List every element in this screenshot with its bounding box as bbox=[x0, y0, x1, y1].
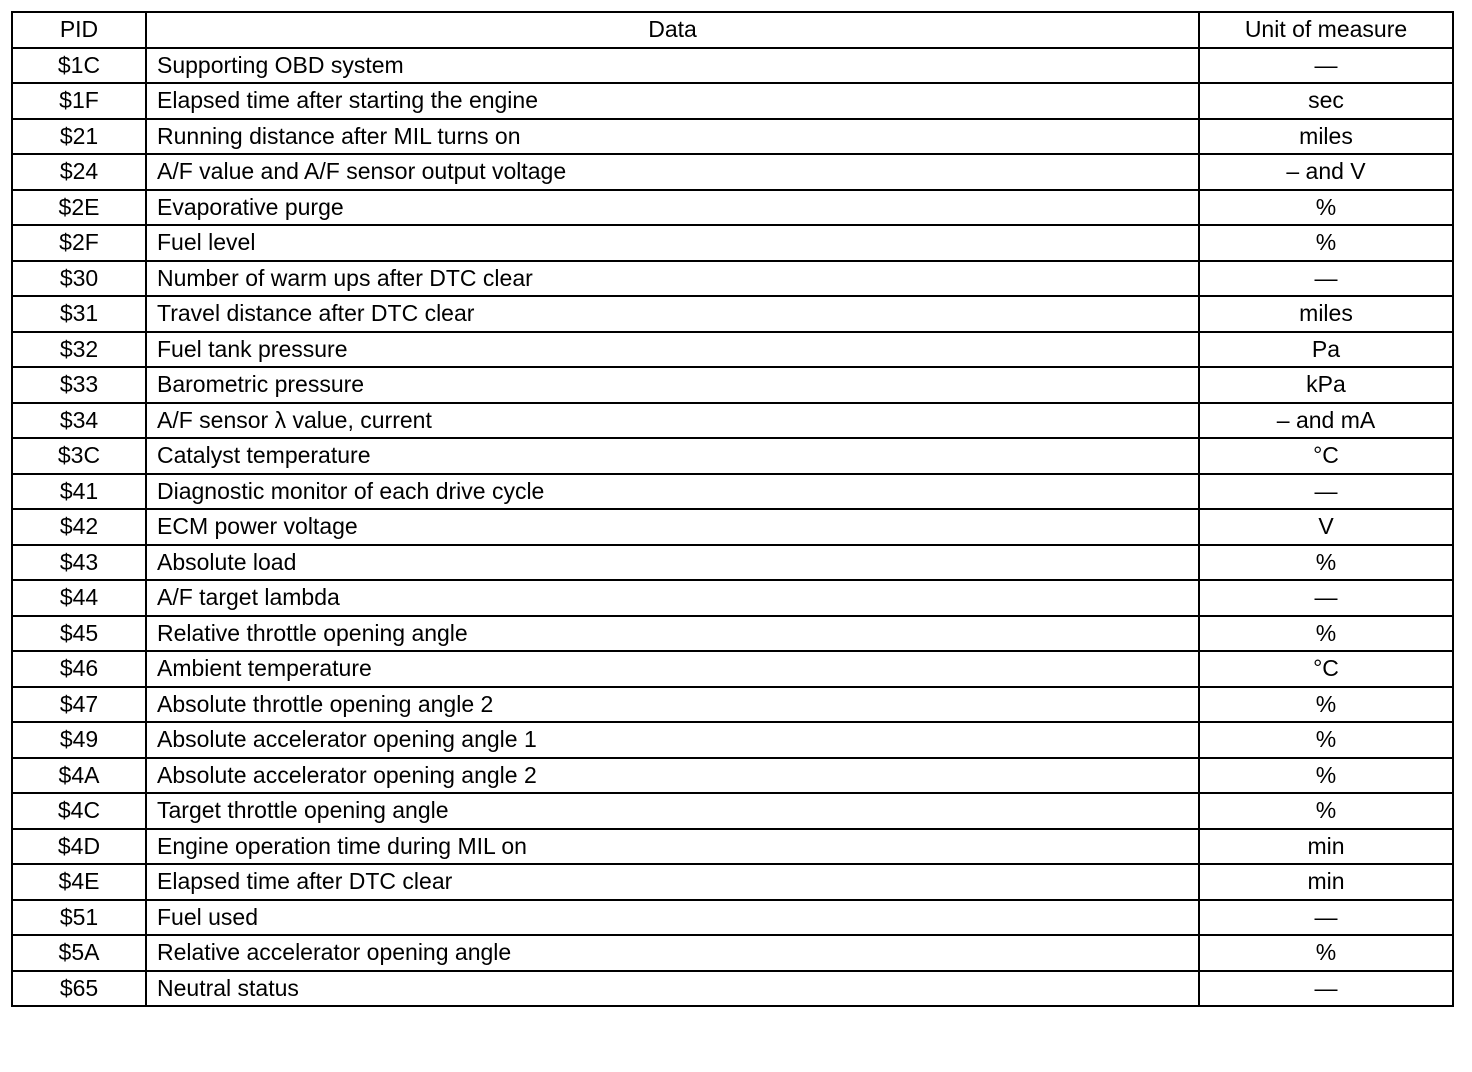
pid-cell: $1C bbox=[12, 48, 146, 84]
data-cell: Supporting OBD system bbox=[146, 48, 1199, 84]
data-cell: Engine operation time during MIL on bbox=[146, 829, 1199, 865]
table-row bbox=[12, 545, 1453, 581]
data-cell: Diagnostic monitor of each drive cycle bbox=[146, 474, 1199, 510]
table-row bbox=[12, 722, 1453, 758]
table-header bbox=[12, 12, 1453, 48]
unit-cell: Pa bbox=[1199, 332, 1453, 368]
unit-cell: min bbox=[1199, 829, 1453, 865]
data-cell: Absolute throttle opening angle 2 bbox=[146, 687, 1199, 723]
pid-cell: $21 bbox=[12, 119, 146, 155]
table-row bbox=[12, 616, 1453, 652]
data-cell: Number of warm ups after DTC clear bbox=[146, 261, 1199, 297]
data-cell: Evaporative purge bbox=[146, 190, 1199, 226]
data-cell: Neutral status bbox=[146, 971, 1199, 1007]
pid-cell: $33 bbox=[12, 367, 146, 403]
unit-cell: % bbox=[1199, 545, 1453, 581]
table-row bbox=[12, 474, 1453, 510]
pid-cell: $4A bbox=[12, 758, 146, 794]
unit-cell: – and V bbox=[1199, 154, 1453, 190]
data-cell: Running distance after MIL turns on bbox=[146, 119, 1199, 155]
table-row bbox=[12, 438, 1453, 474]
pid-cell: $34 bbox=[12, 403, 146, 439]
unit-cell: % bbox=[1199, 225, 1453, 261]
table-row bbox=[12, 48, 1453, 84]
unit-cell: % bbox=[1199, 616, 1453, 652]
header-row bbox=[12, 12, 1453, 48]
unit-cell: % bbox=[1199, 190, 1453, 226]
pid-cell: $65 bbox=[12, 971, 146, 1007]
unit-cell: miles bbox=[1199, 296, 1453, 332]
table-body bbox=[12, 48, 1453, 1007]
unit-cell: — bbox=[1199, 971, 1453, 1007]
table-row bbox=[12, 332, 1453, 368]
table-row bbox=[12, 154, 1453, 190]
unit-cell: % bbox=[1199, 935, 1453, 971]
table-row bbox=[12, 971, 1453, 1007]
unit-cell: % bbox=[1199, 687, 1453, 723]
data-cell: Fuel used bbox=[146, 900, 1199, 936]
unit-cell: °C bbox=[1199, 651, 1453, 687]
table-row bbox=[12, 261, 1453, 297]
table-row bbox=[12, 119, 1453, 155]
unit-cell: — bbox=[1199, 474, 1453, 510]
pid-cell: $47 bbox=[12, 687, 146, 723]
unit-cell: % bbox=[1199, 758, 1453, 794]
unit-cell: – and mA bbox=[1199, 403, 1453, 439]
data-cell: Barometric pressure bbox=[146, 367, 1199, 403]
data-cell: A/F target lambda bbox=[146, 580, 1199, 616]
pid-cell: $24 bbox=[12, 154, 146, 190]
data-cell: Elapsed time after DTC clear bbox=[146, 864, 1199, 900]
unit-cell: — bbox=[1199, 900, 1453, 936]
table-row bbox=[12, 687, 1453, 723]
data-cell: Relative accelerator opening angle bbox=[146, 935, 1199, 971]
pid-cell: $43 bbox=[12, 545, 146, 581]
data-cell: A/F value and A/F sensor output voltage bbox=[146, 154, 1199, 190]
data-cell: Fuel level bbox=[146, 225, 1199, 261]
unit-cell: — bbox=[1199, 48, 1453, 84]
header-unit: Unit of measure bbox=[1199, 12, 1453, 48]
table-row bbox=[12, 580, 1453, 616]
data-cell: Elapsed time after starting the engine bbox=[146, 83, 1199, 119]
pid-cell: $44 bbox=[12, 580, 146, 616]
pid-cell: $30 bbox=[12, 261, 146, 297]
data-cell: Absolute accelerator opening angle 1 bbox=[146, 722, 1199, 758]
table-row bbox=[12, 935, 1453, 971]
pid-cell: $4D bbox=[12, 829, 146, 865]
pid-cell: $41 bbox=[12, 474, 146, 510]
unit-cell: V bbox=[1199, 509, 1453, 545]
data-cell: Relative throttle opening angle bbox=[146, 616, 1199, 652]
pid-cell: $2E bbox=[12, 190, 146, 226]
table-row bbox=[12, 829, 1453, 865]
unit-cell: — bbox=[1199, 261, 1453, 297]
table-row bbox=[12, 651, 1453, 687]
pid-cell: $2F bbox=[12, 225, 146, 261]
data-cell: Catalyst temperature bbox=[146, 438, 1199, 474]
pid-cell: $4C bbox=[12, 793, 146, 829]
data-cell: Absolute accelerator opening angle 2 bbox=[146, 758, 1199, 794]
table-row bbox=[12, 296, 1453, 332]
table-row bbox=[12, 190, 1453, 226]
table-row bbox=[12, 900, 1453, 936]
pid-cell: $1F bbox=[12, 83, 146, 119]
pid-cell: $46 bbox=[12, 651, 146, 687]
data-cell: Fuel tank pressure bbox=[146, 332, 1199, 368]
table-row bbox=[12, 225, 1453, 261]
pid-cell: $42 bbox=[12, 509, 146, 545]
table-row bbox=[12, 864, 1453, 900]
table-row bbox=[12, 509, 1453, 545]
unit-cell: kPa bbox=[1199, 367, 1453, 403]
pid-cell: $51 bbox=[12, 900, 146, 936]
unit-cell: % bbox=[1199, 722, 1453, 758]
pid-cell: $3C bbox=[12, 438, 146, 474]
pid-cell: $31 bbox=[12, 296, 146, 332]
pid-cell: $49 bbox=[12, 722, 146, 758]
data-cell: ECM power voltage bbox=[146, 509, 1199, 545]
data-cell: A/F sensor λ value, current bbox=[146, 403, 1199, 439]
table-row bbox=[12, 367, 1453, 403]
unit-cell: °C bbox=[1199, 438, 1453, 474]
header-pid: PID bbox=[12, 12, 146, 48]
data-cell: Ambient temperature bbox=[146, 651, 1199, 687]
data-cell: Absolute load bbox=[146, 545, 1199, 581]
pid-data-table bbox=[11, 11, 1454, 1007]
data-cell: Target throttle opening angle bbox=[146, 793, 1199, 829]
table-row bbox=[12, 83, 1453, 119]
header-data: Data bbox=[146, 12, 1199, 48]
table-row bbox=[12, 758, 1453, 794]
unit-cell: sec bbox=[1199, 83, 1453, 119]
pid-cell: $45 bbox=[12, 616, 146, 652]
unit-cell: min bbox=[1199, 864, 1453, 900]
unit-cell: % bbox=[1199, 793, 1453, 829]
unit-cell: miles bbox=[1199, 119, 1453, 155]
unit-cell: — bbox=[1199, 580, 1453, 616]
table-row bbox=[12, 403, 1453, 439]
pid-cell: $4E bbox=[12, 864, 146, 900]
data-cell: Travel distance after DTC clear bbox=[146, 296, 1199, 332]
pid-cell: $32 bbox=[12, 332, 146, 368]
pid-cell: $5A bbox=[12, 935, 146, 971]
table-row bbox=[12, 793, 1453, 829]
